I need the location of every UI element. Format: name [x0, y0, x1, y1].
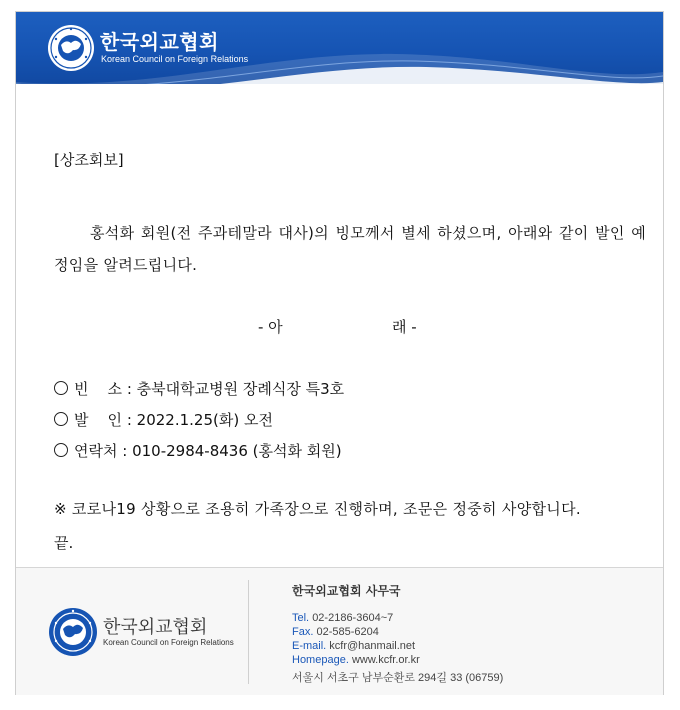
notice-right: 래 -: [392, 318, 417, 336]
tel-label: Tel.: [292, 612, 310, 624]
footer-logo-title-en: Korean Council on Foreign Relations: [103, 638, 234, 647]
kcfr-logo-icon: [48, 607, 98, 657]
address: 서울시 서초구 남부순환로 294길 33 (06759): [292, 672, 504, 684]
circle-bullet-icon: [54, 443, 68, 457]
item-departure: 발 인 : 2022.1.25(화) 오전: [54, 409, 273, 430]
letter-heading: [상조회보]: [54, 151, 124, 169]
tel-value: 02-2186-3604~7: [312, 612, 394, 624]
contact-fax: [292, 626, 379, 638]
letter-body: 홍석화 회원(전 주과테말라 대사)의 빙모께서 별세 하셨으며, 아래와 같이 발인 예정임을 알려드립니다.: [54, 224, 646, 274]
item-value: 010-2984-8436 (홍석화 회원): [132, 442, 342, 460]
email-link[interactable]: kcfr@hanmail.net: [329, 640, 416, 652]
item-funeral-hall: 빈 소 : 충북대학교병원 장례식장 특3호: [54, 378, 344, 399]
item-value: 2022.1.25(화) 오전: [136, 411, 273, 429]
footer: [16, 567, 663, 695]
item-label: 빈 소: [74, 380, 123, 398]
circle-bullet-icon: [54, 412, 68, 426]
item-value: 충북대학교병원 장례식장 특3호: [136, 380, 345, 398]
email-label: E-mail.: [292, 640, 327, 652]
fax-value: 02-585-6204: [316, 626, 379, 638]
footer-divider: [248, 580, 249, 684]
homepage-link[interactable]: www.kcfr.or.kr: [351, 654, 420, 666]
contact-homepage: [292, 654, 420, 666]
fax-label: Fax.: [292, 626, 314, 638]
contact-tel: [292, 612, 393, 624]
footer-logo-title-kr: 한국외교협회: [103, 617, 208, 638]
contact-email: [292, 640, 415, 652]
header-title-en: Korean Council on Foreign Relations: [101, 54, 249, 64]
notice-left: - 아: [258, 318, 283, 336]
letter-end: 끝.: [54, 534, 74, 552]
item-label: 연락처: [74, 442, 118, 460]
item-contact: 연락처 : 010-2984-8436 (홍석화 회원): [54, 440, 342, 461]
header-banner: [16, 12, 663, 84]
item-label: 발 인: [74, 411, 123, 429]
header-title-kr: 한국외교협회: [100, 30, 219, 54]
covid-note: ※ 코로나19 상황으로 조용히 가족장으로 진행하며, 조문은 정중히 사양합니다.: [54, 500, 581, 518]
circle-bullet-icon: [54, 381, 68, 395]
homepage-label: Homepage.: [292, 654, 349, 666]
office-name: 한국외교협회 사무국: [292, 584, 401, 598]
kcfr-logo-icon: [46, 23, 96, 73]
email-frame: [15, 11, 664, 695]
